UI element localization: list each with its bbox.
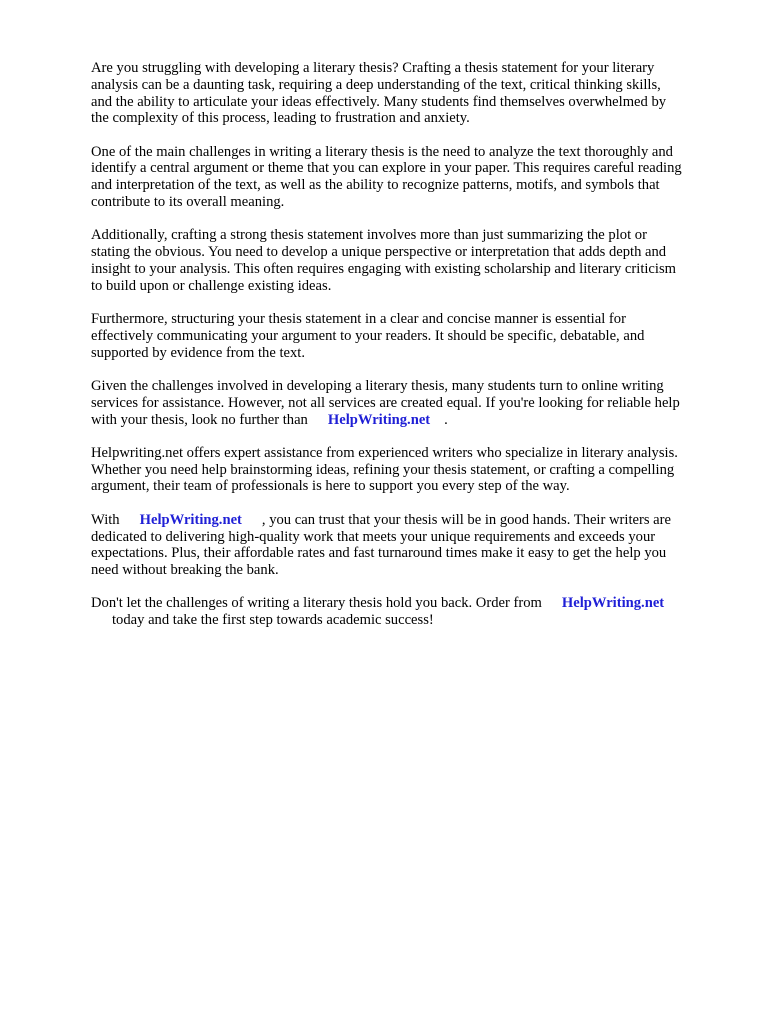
text-line: stating the obvious. You need to develop a unique perspective or interpretation that adds depth and (91, 244, 667, 261)
text-segment: . (444, 411, 448, 428)
text-line: Furthermore, structuring your thesis statement in a clear and concise manner is essential for (91, 311, 626, 328)
text-line: expectations. Plus, their affordable rates and fast turnaround times make it easy to get the help you (91, 545, 667, 562)
text-line (91, 412, 731, 429)
text-line: dedicated to delivering high-quality work that meets your unique requirements and exceeds your (91, 528, 656, 545)
helpwriting-link[interactable]: HelpWriting.net (561, 595, 665, 612)
paragraph-services (91, 378, 731, 428)
text-line: and interpretation of the text, as well as the ability to recognize patterns, motifs, and symbols that (91, 177, 660, 194)
paragraph-additionally (91, 227, 731, 294)
paragraph-furthermore (91, 311, 731, 361)
paragraph-challenges (91, 144, 731, 211)
text-line: argument, their team of professionals is here to support you every step of the way. (91, 478, 570, 495)
text-segment: With (91, 511, 120, 528)
text-line: One of the main challenges in writing a literary thesis is the need to analyze the text thoroughly and (91, 143, 673, 160)
text-segment: Don't let the challenges of writing a literary thesis hold you back. Order from (91, 595, 542, 612)
helpwriting-link[interactable]: HelpWriting.net (327, 411, 431, 428)
paragraph-trust (91, 512, 731, 579)
text-line (91, 595, 731, 612)
text-line: Whether you need help brainstorming ideas, refining your thesis statement, or crafting a compelling (91, 461, 675, 478)
text-segment: today and take the first step towards academic success! (112, 612, 434, 629)
text-segment: with your thesis, look no further than (91, 411, 308, 428)
text-line: Additionally, crafting a strong thesis statement involves more than just summarizing the plot or (91, 227, 647, 244)
text-line: effectively communicating your argument to your readers. It should be specific, debatable, and (91, 327, 645, 344)
text-line: Helpwriting.net offers expert assistance from experienced writers who specialize in literary analysis. (91, 444, 678, 461)
text-line: and the ability to articulate your ideas effectively. Many students find themselves overwhelmed by (91, 93, 667, 110)
paragraph-call-to-action (91, 595, 731, 629)
text-line: analysis can be a daunting task, requiring a deep understanding of the text, critical thinking skills, (91, 76, 661, 93)
paragraph-helpwriting (91, 445, 731, 495)
paragraph-intro (91, 60, 731, 127)
text-line: need without breaking the bank. (91, 562, 279, 579)
text-line: identify a central argument or theme that you can explore in your paper. This requires careful reading (91, 160, 682, 177)
text-line: to build upon or challenge existing ideas. (91, 277, 332, 294)
text-line: supported by evidence from the text. (91, 344, 305, 361)
text-segment: , you can trust that your thesis will be in good hands. Their writers are (261, 511, 671, 528)
helpwriting-link[interactable]: HelpWriting.net (139, 511, 242, 528)
text-line: the complexity of this process, leading to frustration and anxiety. (91, 110, 470, 127)
document-page (91, 60, 731, 646)
text-line: Are you struggling with developing a literary thesis? Crafting a thesis statement for your literary (91, 60, 655, 76)
text-line: Given the challenges involved in developing a literary thesis, many students turn to online writing (91, 377, 664, 394)
text-line (91, 612, 731, 629)
text-line: services for assistance. However, not all services are created equal. If you're looking for reliable help (91, 394, 680, 411)
text-line: insight to your analysis. This often requires engaging with existing scholarship and literary criticism (91, 260, 676, 277)
text-line (91, 512, 731, 529)
text-line: contribute to its overall meaning. (91, 194, 285, 211)
